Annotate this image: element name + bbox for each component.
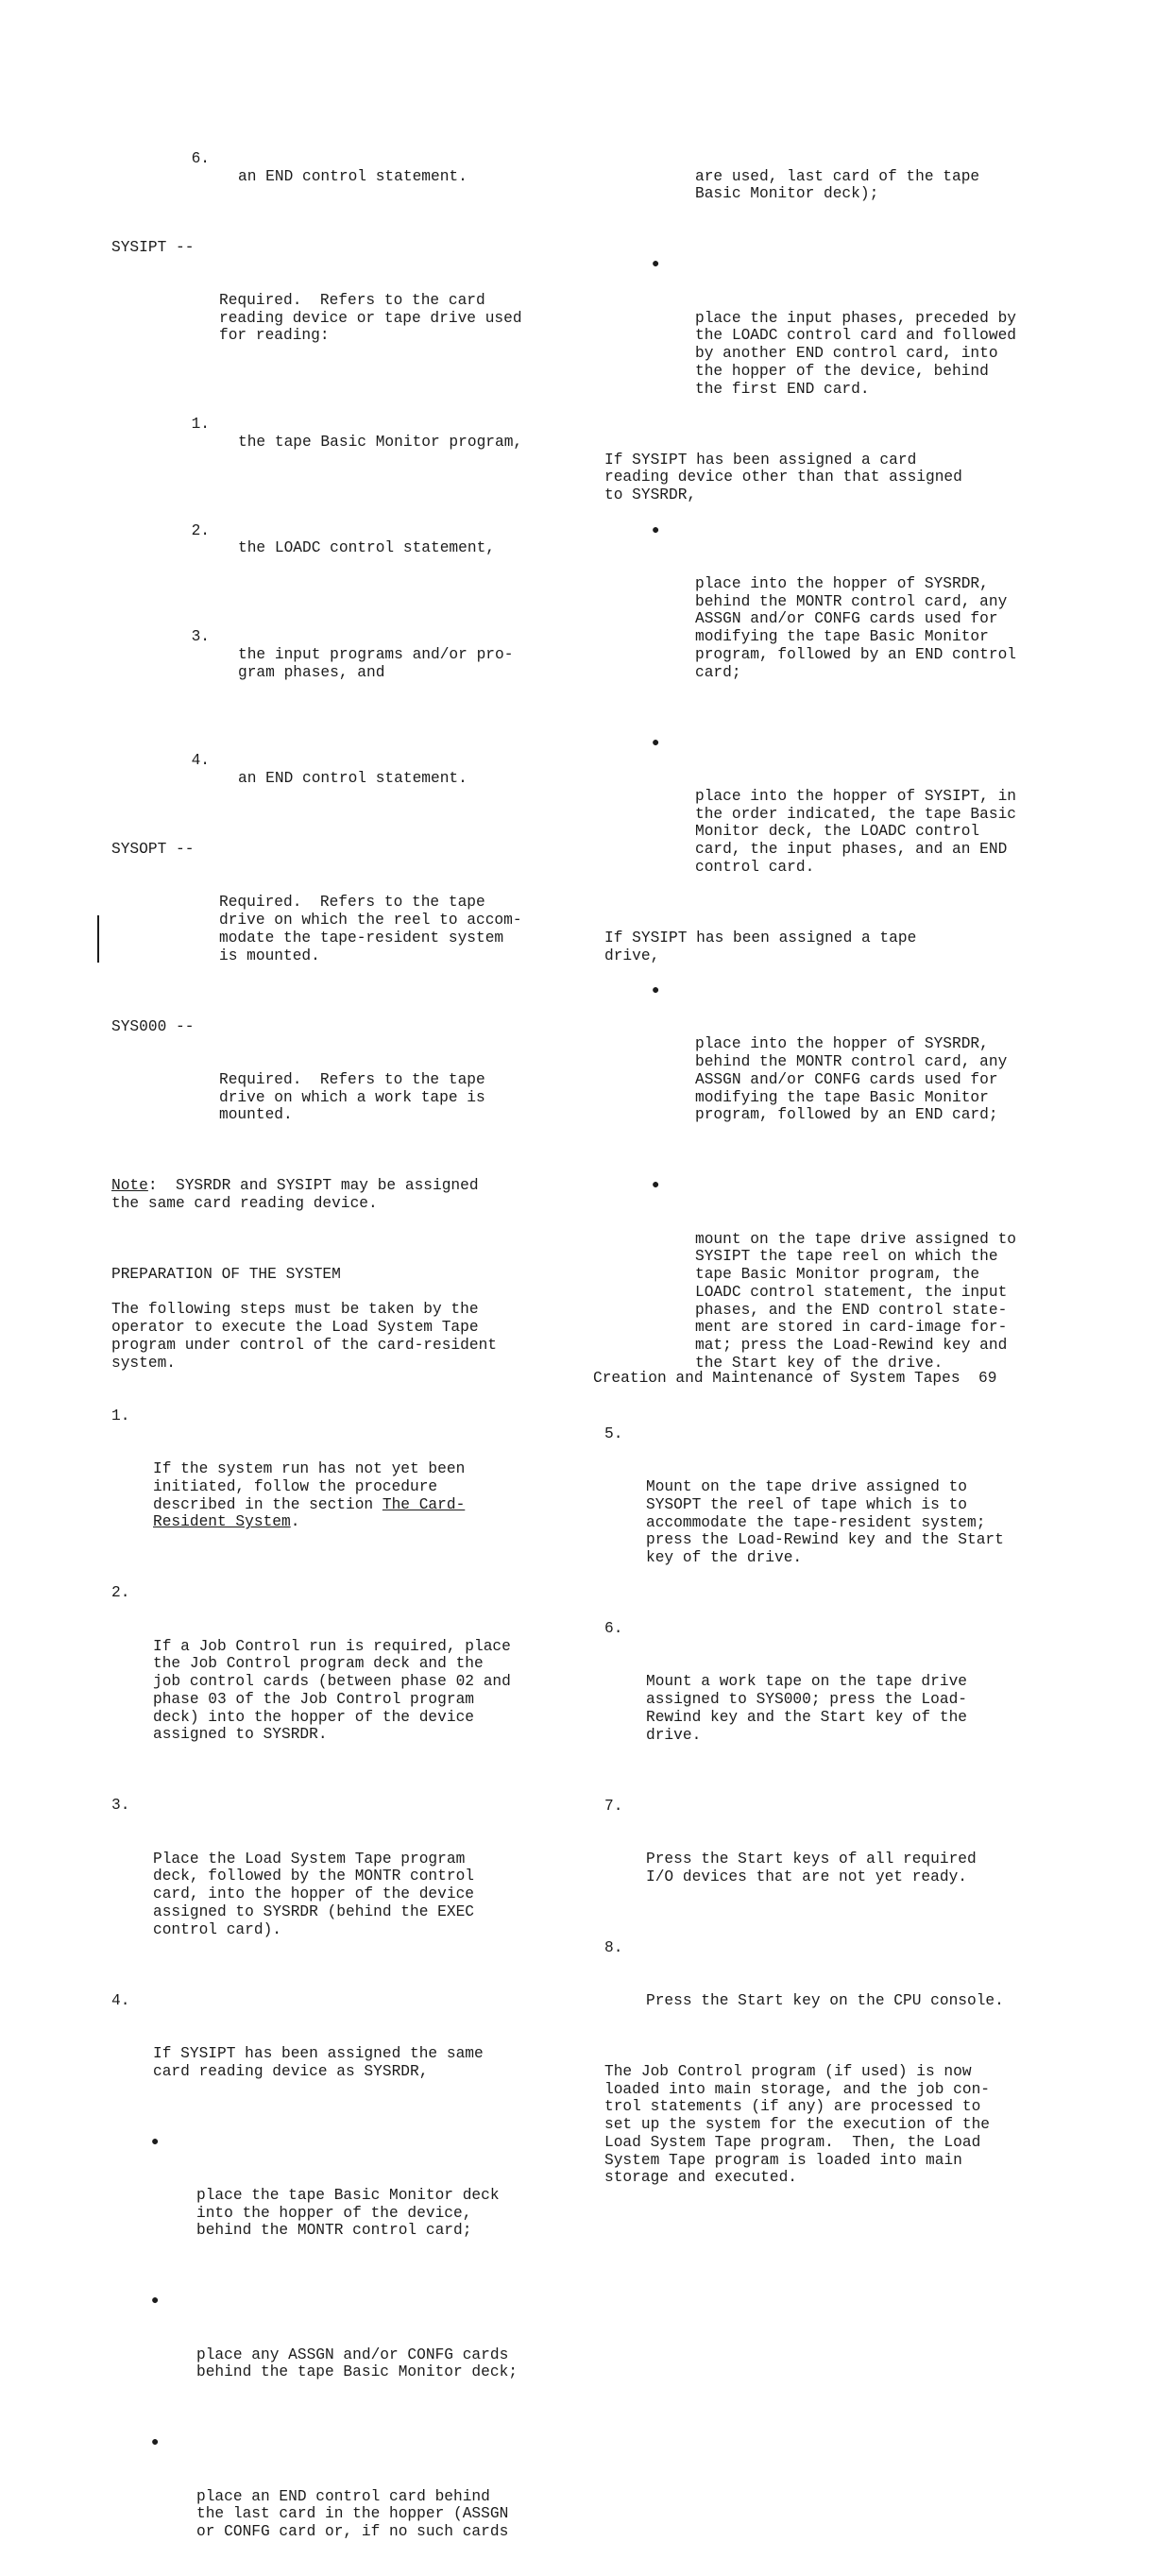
section-reference-link: The Card-	[382, 1496, 465, 1513]
step-item	[111, 1584, 584, 1779]
step-text: Press the Start keys of all required I/O devices that are not yet ready.	[604, 1851, 1077, 1886]
bullet-icon: ●	[652, 735, 659, 753]
step-number: 4.	[111, 1992, 129, 2010]
list-item-text: the LOADC control statement,	[210, 539, 584, 557]
bullet-item	[604, 256, 1077, 434]
step-text-part: If the system run has not yet been initiated, follow the procedure described in the section	[153, 1460, 465, 1513]
list-item-number: 1.	[192, 416, 210, 434]
bullet-item	[111, 2134, 584, 2276]
bullet-icon: ●	[652, 522, 659, 540]
sysipt-entry	[111, 239, 584, 381]
bullet-icon: ●	[151, 2434, 159, 2452]
page-footer	[593, 1370, 996, 1388]
step-text: If a Job Control run is required, place the Job Control program deck and the job control cards (between phase 02 and phase 03 of the Job Control program deck) into the hopper of the device assigned to SYSRDR.	[111, 1638, 584, 1745]
bullet-icon: ●	[652, 256, 659, 274]
list-item-text: the input programs and/or pro- gram phases, and	[210, 646, 584, 682]
page-number: 69	[978, 1370, 996, 1387]
footer-title: Creation and Maintenance of System Tapes	[593, 1370, 960, 1387]
step-number: 1.	[111, 1407, 129, 1425]
step-item	[604, 1798, 1077, 1921]
step-text: Press the Start key on the CPU console.	[604, 1992, 1077, 2010]
continued-bullet	[604, 132, 1077, 434]
step-text: Mount on the tape drive assigned to SYSOPT the reel of tape which is to accommodate the tape-resident system; press the Load-Rewind key and the Start key of the drive.	[604, 1478, 1077, 1567]
step-number: 7.	[604, 1798, 622, 1816]
note-text: : SYSRDR and SYSIPT may be assigned the same card reading device.	[111, 1177, 479, 1212]
step-number: 5.	[604, 1425, 622, 1443]
bullet-text: place into the hopper of SYSIPT, in the order indicated, the tape Basic Monitor deck, the LOADC control card, the input phases, and an END control card.	[604, 788, 1077, 877]
step-item	[604, 1939, 1077, 2046]
bullet-icon: ●	[652, 1177, 659, 1195]
bullet-item	[604, 982, 1077, 1160]
left-column	[111, 132, 584, 2576]
step-item	[111, 1407, 584, 1567]
condition-paragraph: If SYSIPT has been assigned a card reading device other than that assigned to SYSRDR,	[604, 452, 1077, 504]
bullet-item-continued	[604, 132, 1077, 239]
step-number: 8.	[604, 1939, 622, 1957]
sysopt-key: SYSOPT --	[111, 841, 194, 859]
list-item-text: the tape Basic Monitor program,	[210, 434, 584, 452]
bullet-text: place the input phases, preceded by the LOADC control card and followed by another END control card, into the hopper of the device, behind the first END card.	[604, 310, 1077, 399]
note-label: Note	[111, 1177, 148, 1194]
right-column	[604, 132, 1077, 2187]
list-item-text: an END control statement.	[210, 168, 584, 186]
bullet-text: place any ASSGN and/or CONFG cards behind the tape Basic Monitor deck;	[111, 2346, 584, 2382]
sys000-entry	[111, 1018, 584, 1160]
step-item	[604, 1425, 1077, 1603]
section-heading: PREPARATION OF THE SYSTEM	[111, 1266, 584, 1284]
note-paragraph	[111, 1177, 584, 1213]
intro-paragraph: The following steps must be taken by the operator to execute the Load System Tape program under control of the card-resident system.	[111, 1301, 584, 1372]
sys000-key: SYS000 --	[111, 1018, 194, 1036]
bullet-text: place into the hopper of SYSRDR, behind the MONTR control card, any ASSGN and/or CONFG cards used for modifying the tape Basic Monitor program, followed by an END control card;	[604, 575, 1077, 682]
step-item	[111, 1992, 584, 2116]
sysipt-description: Required. Refers to the card reading device or tape drive used for reading:	[111, 292, 584, 345]
bullet-item	[604, 522, 1077, 717]
list-item-number: 6.	[192, 150, 210, 168]
step-item	[604, 1620, 1077, 1780]
condition-paragraph: If SYSIPT has been assigned a tape drive,	[604, 930, 1077, 965]
bullet-item	[111, 2293, 584, 2416]
bullet-text: are used, last card of the tape Basic Monitor deck);	[604, 168, 1077, 204]
list-item	[111, 735, 584, 824]
step4-bullet-list	[111, 2134, 584, 2576]
bullet-text: place an END control card behind the last card in the hopper (ASSGN or CONFG card or, if no such cards	[111, 2488, 584, 2541]
step-text-part: .	[291, 1513, 300, 1530]
bullet-text: mount on the tape drive assigned to SYSIPT the tape reel on which the tape Basic Monitor program, the LOADC control statement, the input phases, and the END control state- ment are stored in card-image for- mat; press the Load-Rewind key and the Start key of the drive.	[604, 1231, 1077, 1373]
step-number: 2.	[111, 1584, 129, 1602]
list-item	[111, 132, 584, 221]
bullet-icon: ●	[151, 2293, 159, 2311]
list-item-number: 4.	[192, 752, 210, 770]
card-bullet-list	[604, 522, 1077, 913]
list-item	[111, 610, 584, 717]
bullet-icon: ●	[151, 2134, 159, 2152]
bullet-text: place the tape Basic Monitor deck into the hopper of the device, behind the MONTR control card;	[111, 2187, 584, 2240]
step-text: Place the Load System Tape program deck, followed by the MONTR control card, into the hopper of the device assigned to SYSRDR (behind the EXEC control card).	[111, 1851, 584, 1939]
closing-paragraph: The Job Control program (if used) is now loaded into main storage, and the job con- trol statements (if any) are processed to set up the system for the execution of the Load System Tape program. Then, the Load System Tape program is loaded into main storage and executed.	[604, 2063, 1077, 2187]
sysopt-entry	[111, 841, 584, 1000]
list-item-number: 3.	[192, 628, 210, 646]
step-number: 3.	[111, 1797, 129, 1815]
list-item-text: an END control statement.	[210, 770, 584, 788]
section-reference-link-cont: Resident System	[153, 1513, 291, 1530]
step-text: If SYSIPT has been assigned the same card reading device as SYSRDR,	[111, 2045, 584, 2081]
tape-bullet-list	[604, 982, 1077, 1407]
sysopt-description: Required. Refers to the tape drive on which the reel to accom- modate the tape-resident system is mounted.	[111, 894, 584, 964]
step-text: Mount a work tape on the tape drive assigned to SYS000; press the Load- Rewind key and the Start key of the drive.	[604, 1673, 1077, 1744]
list-item	[111, 504, 584, 593]
step-number: 6.	[604, 1620, 622, 1638]
list-item-number: 2.	[192, 522, 210, 540]
revision-change-bar	[97, 915, 99, 963]
bullet-text: place into the hopper of SYSRDR, behind the MONTR control card, any ASSGN and/or CONFG cards used for modifying the tape Basic Monitor program, followed by an END card;	[604, 1035, 1077, 1124]
bullet-item	[604, 735, 1077, 913]
step-item	[111, 1797, 584, 1974]
bullet-item	[111, 2434, 584, 2576]
bullet-icon: ●	[652, 982, 659, 1000]
list-item	[111, 398, 584, 486]
sys000-description: Required. Refers to the tape drive on which a work tape is mounted.	[111, 1071, 584, 1124]
sysipt-key: SYSIPT --	[111, 239, 194, 257]
